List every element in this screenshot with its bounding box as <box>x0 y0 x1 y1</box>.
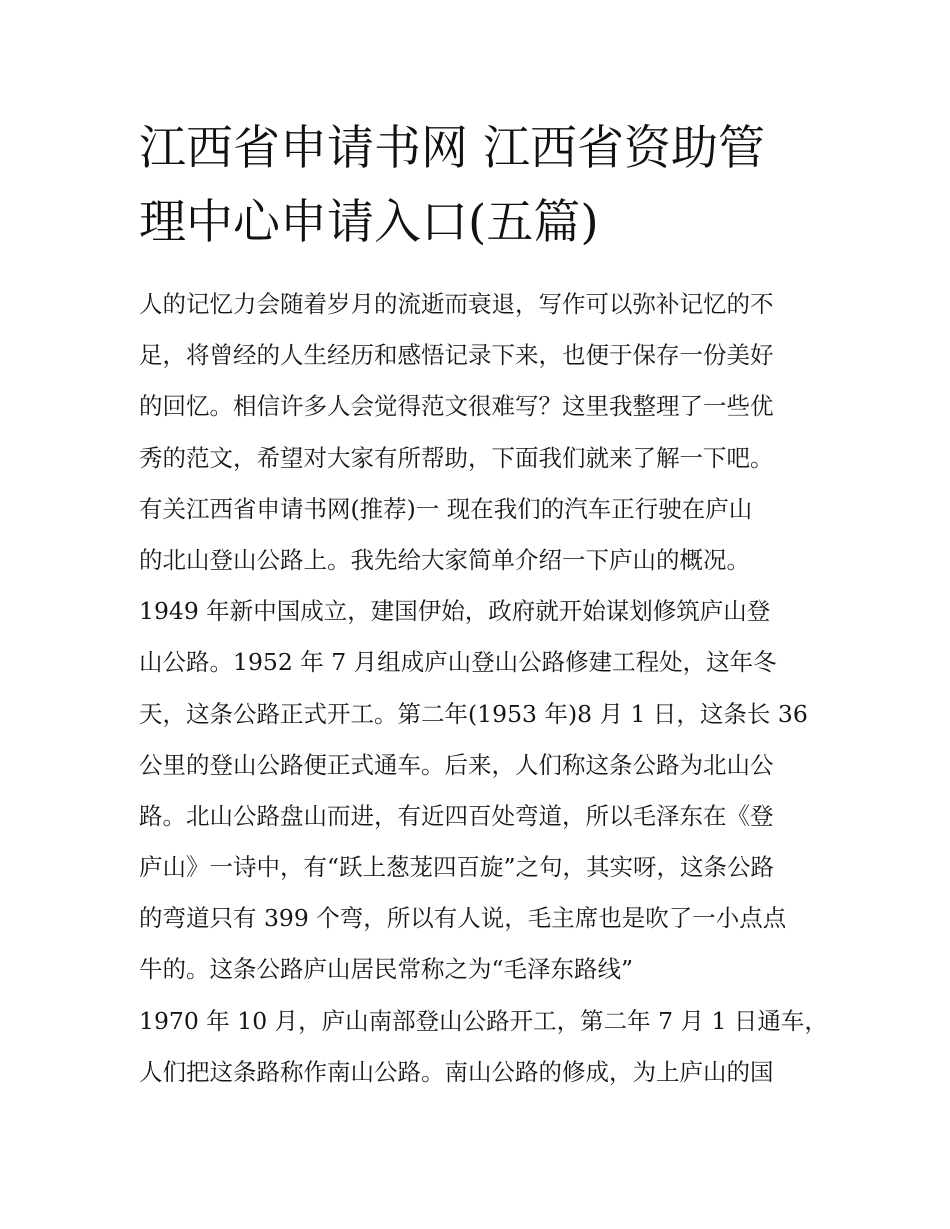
body-line: 人们把这条路称作南山公路。南山公路的修成，为上庐山的国 <box>139 1057 774 1086</box>
document-body <box>139 279 828 1098</box>
body-line: 庐山》一诗中，有“跃上葱茏四百旋”之句，其实呀，这条公路 <box>139 853 775 882</box>
body-line: 公里的登山公路便正式通车。后来，人们称这条公路为北山公 <box>139 750 774 779</box>
body-line: 天，这条公路正式开工。第二年(1953 年)8 月 1 日，这条长 36 <box>139 699 808 728</box>
body-line: 人的记忆力会随着岁月的流逝而衰退，写作可以弥补记忆的不 <box>139 290 774 318</box>
body-line: 有关江西省申请书网(推荐)一 现在我们的汽车正行驶在庐山 <box>139 494 753 523</box>
body-line: 1970 年 10 月，庐山南部登山公路开工，第二年 7 月 1 日通车， <box>139 1006 828 1035</box>
body-line: 牛的。这条公路庐山居民常称之为“毛泽东路线” <box>139 955 634 984</box>
body-line: 的弯道只有 399 个弯，所以有人说，毛主席也是吹了一小点点 <box>139 904 787 933</box>
body-line: 路。北山公路盘山而进，有近四百处弯道，所以毛泽东在《登 <box>139 801 774 830</box>
body-line: 山公路。1952 年 7 月组成庐山登山公路修建工程处，这年冬 <box>139 648 777 677</box>
title-line: 江西省申请书网 江西省资助管 <box>139 121 765 176</box>
body-line: 足，将曾经的人生经历和感悟记录下来，也便于保存一份美好 <box>139 341 774 370</box>
title-line: 理中心申请入口(五篇) <box>139 195 599 250</box>
body-line: 1949 年新中国成立，建国伊始，政府就开始谋划修筑庐山登 <box>139 597 771 626</box>
body-line: 秀的范文，希望对大家有所帮助，下面我们就来了解一下吧。 <box>139 443 774 472</box>
body-line: 的回忆。相信许多人会觉得范文很难写？这里我整理了一些优 <box>139 392 774 421</box>
document-title <box>139 112 819 260</box>
body-line: 的北山登山公路上。我先给大家简单介绍一下庐山的概况。 <box>139 545 750 574</box>
